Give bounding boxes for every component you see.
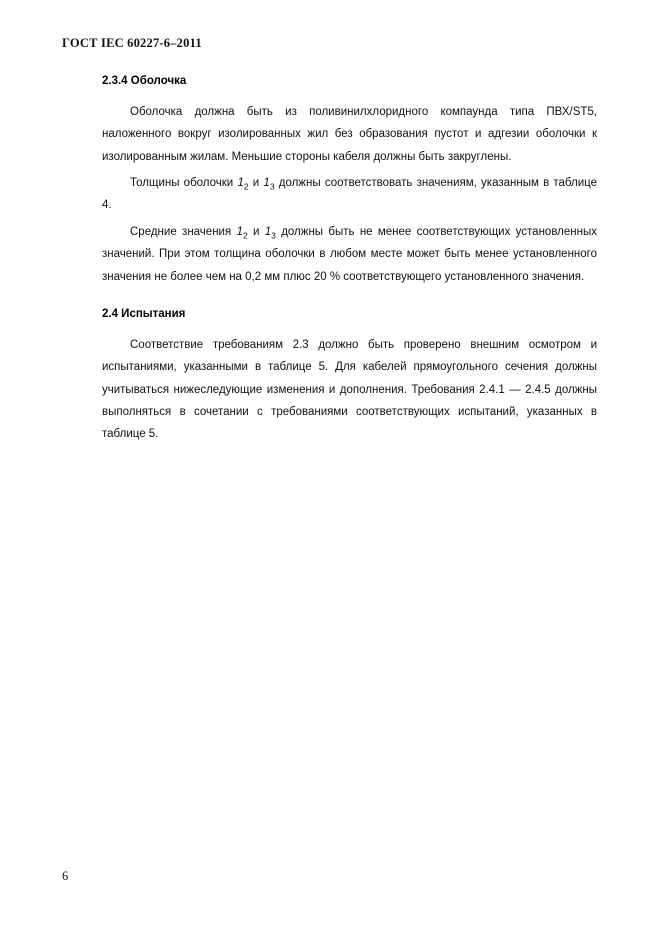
page-content bbox=[62, 73, 605, 446]
symbol-t2-subscript: 2 bbox=[243, 181, 249, 192]
mean-text-mid: и bbox=[247, 225, 265, 238]
thickness-text-suffix: должны соответствовать значениям, указанным в таблице 4. bbox=[102, 176, 597, 212]
symbol-t3-subscript-2: 3 bbox=[271, 230, 276, 241]
page-number: 6 bbox=[62, 869, 69, 883]
symbol-t2-subscript-2: 2 bbox=[242, 230, 248, 241]
heading-2-4-tests: 2.4 Испытания bbox=[102, 308, 186, 321]
symbol-t3-base: 1 bbox=[263, 176, 270, 189]
mean-text-suffix: должны быть не менее соответствующих установленных значений. При этом толщина оболочки в любом месте может быть менее установленного значения не более чем на 0,2 мм плюс 20 % соответствующего установленного значения. bbox=[102, 225, 597, 283]
thickness-text-mid: и bbox=[248, 176, 264, 189]
paragraph-mean-values bbox=[102, 221, 597, 288]
mean-text-prefix: Средние значения bbox=[130, 225, 237, 238]
heading-2-3-4-sheath: 2.3.4 Оболочка bbox=[102, 75, 187, 87]
symbol-t2-base-2: 1 bbox=[236, 225, 243, 238]
thickness-text-prefix: Толщины оболочки bbox=[130, 176, 238, 189]
symbol-t2-base: 1 bbox=[237, 176, 244, 189]
paragraph-sheath-material: Оболочка должна быть из поливинилхлоридного компаунда типа ПВХ/ST5, наложенного вокруг изолированных жил без образования пустот и адгезии оболочки к изолированным жилам. Меньшие стороны кабеля должны быть закруглены. bbox=[102, 105, 597, 163]
symbol-t3-base-2: 1 bbox=[264, 225, 272, 238]
page-header-standard-number: ГОСТ IEC 60227-6–2011 bbox=[62, 36, 202, 50]
paragraph-sheath-thickness bbox=[102, 172, 597, 217]
paragraph-tests-compliance: Соответствие требованиям 2.3 должно быть проверено внешним осмотром и испытаниями, указанными в таблице 5. Для кабелей прямоугольного сечения должны учитываться нижеследующие изменения и дополнения. Требования 2.4.1 — 2.4.5 должны выполняться в сочетании с требованиями соответствующих испытаний, указанных в таблице 5. bbox=[102, 338, 597, 441]
symbol-t3-subscript: 3 bbox=[269, 181, 275, 192]
